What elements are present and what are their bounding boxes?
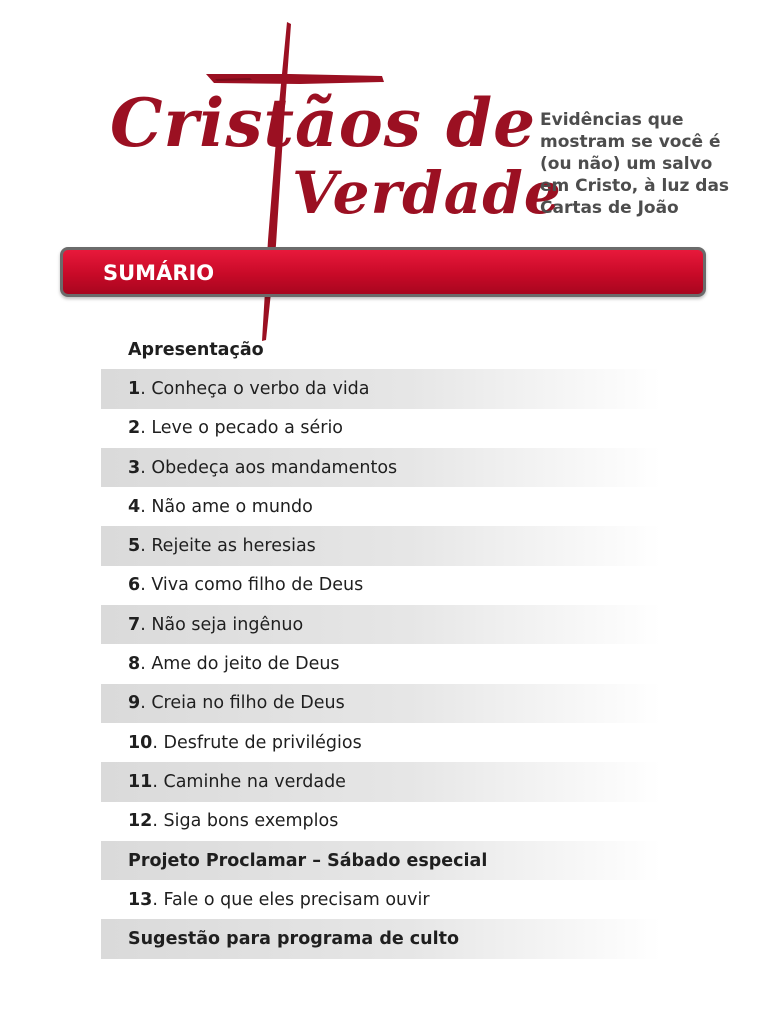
chapter-title: . Creia no filho de Deus: [140, 693, 345, 714]
chapter-title: . Leve o pecado a sério: [140, 418, 344, 439]
chapter-title: . Obedeça aos mandamentos: [140, 457, 398, 478]
toc-chapter-row: [101, 566, 661, 605]
table-of-contents: [101, 330, 661, 959]
chapter-number: 3: [128, 457, 141, 478]
chapter-number: 5: [128, 536, 141, 557]
section-title: Apresentação: [128, 339, 264, 360]
chapter-number: 6: [128, 575, 141, 596]
chapter-title: . Não ame o mundo: [140, 496, 313, 517]
toc-chapter-row: [101, 802, 661, 841]
title-line-1: Cristãos de: [110, 84, 537, 162]
toc-chapter-row: [101, 448, 661, 487]
summary-banner: [60, 247, 706, 297]
toc-section-heading: [101, 841, 661, 880]
toc-chapter-row: [101, 684, 661, 723]
chapter-number: 2: [128, 418, 141, 439]
chapter-title: . Não seja ingênuo: [140, 614, 304, 635]
toc-chapter-row: [101, 644, 661, 683]
chapter-number: 11: [128, 771, 153, 792]
toc-chapter-row: [101, 526, 661, 565]
chapter-title: . Desfrute de privilégios: [152, 732, 362, 753]
toc-chapter-row: [101, 880, 661, 919]
toc-chapter-row: [101, 487, 661, 526]
toc-chapter-row: [101, 605, 661, 644]
section-title: Sugestão para programa de culto: [128, 929, 460, 950]
chapter-number: 1: [128, 378, 141, 399]
toc-chapter-row: [101, 723, 661, 762]
chapter-number: 4: [128, 496, 141, 517]
chapter-title: . Ame do jeito de Deus: [140, 654, 340, 675]
chapter-title: . Viva como filho de Deus: [140, 575, 364, 596]
chapter-title: . Siga bons exemplos: [152, 811, 339, 832]
chapter-number: 10: [128, 732, 153, 753]
chapter-number: 7: [128, 614, 141, 635]
chapter-title: . Caminhe na verdade: [152, 771, 346, 792]
toc-chapter-row: [101, 409, 661, 448]
chapter-number: 12: [128, 811, 153, 832]
toc-chapter-row: [101, 762, 661, 801]
chapter-number: 9: [128, 693, 141, 714]
chapter-title: . Conheça o verbo da vida: [140, 378, 370, 399]
subtitle: Evidências que mostram se você é (ou não) um salvo em Cristo, à luz das Cartas de João: [540, 110, 730, 218]
section-title: Projeto Proclamar – Sábado especial: [128, 850, 488, 871]
chapter-title: . Fale o que eles precisam ouvir: [152, 889, 430, 910]
toc-section-heading: [101, 330, 661, 369]
toc-chapter-row: [101, 369, 661, 408]
title-line-2: Verdade: [292, 159, 562, 227]
chapter-title: . Rejeite as heresias: [140, 536, 316, 557]
banner-label: SUMÁRIO: [103, 261, 215, 285]
chapter-number: 13: [128, 889, 153, 910]
toc-section-heading: [101, 919, 661, 958]
chapter-number: 8: [128, 654, 141, 675]
